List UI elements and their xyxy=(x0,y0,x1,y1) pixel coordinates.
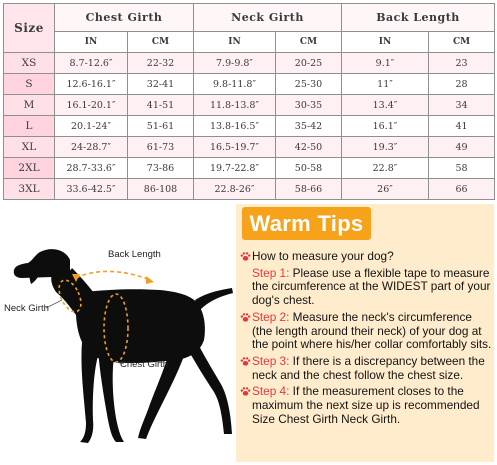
back-in-cell: 13.4″ xyxy=(342,95,429,116)
back-cm-cell: 49 xyxy=(429,137,495,158)
back-cm-cell: 58 xyxy=(429,158,495,179)
back-cm-cell: 66 xyxy=(429,179,495,200)
chest-in-cell: 33.6-42.5″ xyxy=(55,179,128,200)
step-3-text: If there is a discrepancy between the neck and the chest follow the chest size. xyxy=(252,353,485,382)
chest-cm-header: CM xyxy=(128,32,194,53)
step-1-label: Step 1: xyxy=(252,265,290,280)
warm-tips-title: Warm Tips xyxy=(242,207,371,240)
neck-in-cell: 7.9-9.8″ xyxy=(194,53,276,74)
step-4-text: If the measurement closes to the maximum the next size up is recommended Size Chest Girth Neck Girth. xyxy=(252,384,480,426)
neck-cm-cell: 35-42 xyxy=(276,116,342,137)
neck-in-header: IN xyxy=(194,32,276,53)
table-row xyxy=(4,53,495,74)
neck-cm-cell: 30-35 xyxy=(276,95,342,116)
table-row xyxy=(4,179,495,200)
size-cell: 2XL xyxy=(4,158,55,179)
chest-in-header: IN xyxy=(55,32,128,53)
step-1-text: Please use a flexible tape to measure the circumference at the WIDEST part of your dog's chest. xyxy=(252,265,491,308)
chest-cm-cell: 51-61 xyxy=(128,116,194,137)
size-cell: S xyxy=(4,74,55,95)
back-in-cell: 22.8″ xyxy=(342,158,429,179)
tip-step-1 xyxy=(240,267,492,308)
back-in-cell: 16.1″ xyxy=(342,116,429,137)
neck-girth-header: Neck Girth xyxy=(194,4,342,32)
paw-icon xyxy=(240,251,251,262)
dog-hind-leg-right xyxy=(186,340,232,434)
chest-cm-cell: 86-108 xyxy=(128,179,194,200)
chest-in-cell: 16.1-20.1″ xyxy=(55,95,128,116)
paw-icon xyxy=(240,312,251,323)
size-cell: 3XL xyxy=(4,179,55,200)
neck-cm-cell: 50-58 xyxy=(276,158,342,179)
chest-cm-cell: 73-86 xyxy=(128,158,194,179)
dog-silhouette-icon xyxy=(0,238,240,460)
size-column-header: Size xyxy=(4,4,55,53)
table-group-header-row xyxy=(4,4,495,32)
chest-in-cell: 12.6-16.1″ xyxy=(55,74,128,95)
size-cell: XS xyxy=(4,53,55,74)
neck-in-cell: 9.8-11.8″ xyxy=(194,74,276,95)
back-in-cell: 26″ xyxy=(342,179,429,200)
table-row xyxy=(4,137,495,158)
back-in-header: IN xyxy=(342,32,429,53)
step-2-label: Step 2: xyxy=(252,309,290,324)
dog-tail xyxy=(195,288,233,310)
table-unit-header-row xyxy=(4,32,495,53)
tip-step-3 xyxy=(240,355,492,382)
step-4-label: Step 4: xyxy=(252,384,290,399)
chest-in-cell: 28.7-33.6″ xyxy=(55,158,128,179)
neck-cm-cell: 58-66 xyxy=(276,179,342,200)
back-length-label: Back Length xyxy=(108,249,161,260)
table-row xyxy=(4,74,495,95)
neck-cm-cell: 25-30 xyxy=(276,74,342,95)
step-3-label: Step 3: xyxy=(252,353,290,368)
tip-step-4 xyxy=(240,385,492,426)
tip-step-2 xyxy=(240,311,492,352)
back-cm-header: CM xyxy=(429,32,495,53)
tips-intro-text: How to measure your dog? xyxy=(252,249,394,263)
tip-intro xyxy=(240,250,492,264)
neck-girth-label: Neck Girth xyxy=(4,303,49,314)
neck-cm-cell: 20-25 xyxy=(276,53,342,74)
table-row xyxy=(4,95,495,116)
back-length-header: Back Length xyxy=(342,4,495,32)
back-cm-cell: 28 xyxy=(429,74,495,95)
paw-icon xyxy=(240,386,251,397)
back-cm-cell: 41 xyxy=(429,116,495,137)
chest-cm-cell: 41-51 xyxy=(128,95,194,116)
neck-in-cell: 22.8-26″ xyxy=(194,179,276,200)
size-cell: M xyxy=(4,95,55,116)
chest-girth-label: Chest Girth xyxy=(120,359,169,370)
warm-tips-body xyxy=(240,250,492,426)
back-length-arrow xyxy=(76,271,150,280)
neck-in-cell: 19.7-22.8″ xyxy=(194,158,276,179)
table-row xyxy=(4,116,495,137)
chest-cm-cell: 22-32 xyxy=(128,53,194,74)
chest-cm-cell: 61-73 xyxy=(128,137,194,158)
warm-tips-panel xyxy=(236,204,494,462)
size-cell: L xyxy=(4,116,55,137)
paw-icon xyxy=(240,356,251,367)
table-row xyxy=(4,158,495,179)
back-cm-cell: 34 xyxy=(429,95,495,116)
chest-in-cell: 20.1-24″ xyxy=(55,116,128,137)
dog-measurement-diagram xyxy=(0,238,240,460)
back-cm-cell: 23 xyxy=(429,53,495,74)
chest-in-cell: 8.7-12.6″ xyxy=(55,53,128,74)
size-cell: XL xyxy=(4,137,55,158)
chest-girth-header: Chest Girth xyxy=(55,4,194,32)
back-in-cell: 11″ xyxy=(342,74,429,95)
neck-cm-header: CM xyxy=(276,32,342,53)
step-2-text: Measure the neck's circumference (the length around their neck) of your dog at the point where his/her collar comfortably sits. xyxy=(252,309,492,352)
back-in-cell: 19.3″ xyxy=(342,137,429,158)
neck-in-cell: 11.8-13.8″ xyxy=(194,95,276,116)
dog-body xyxy=(76,289,205,363)
dog-front-leg-left xyxy=(80,342,98,443)
chest-cm-cell: 32-41 xyxy=(128,74,194,95)
chest-in-cell: 24-28.7″ xyxy=(55,137,128,158)
neck-in-cell: 13.8-16.5″ xyxy=(194,116,276,137)
neck-in-cell: 16.5-19.7″ xyxy=(194,137,276,158)
back-in-cell: 9.1″ xyxy=(342,53,429,74)
neck-cm-cell: 42-50 xyxy=(276,137,342,158)
size-chart-table xyxy=(3,3,495,200)
